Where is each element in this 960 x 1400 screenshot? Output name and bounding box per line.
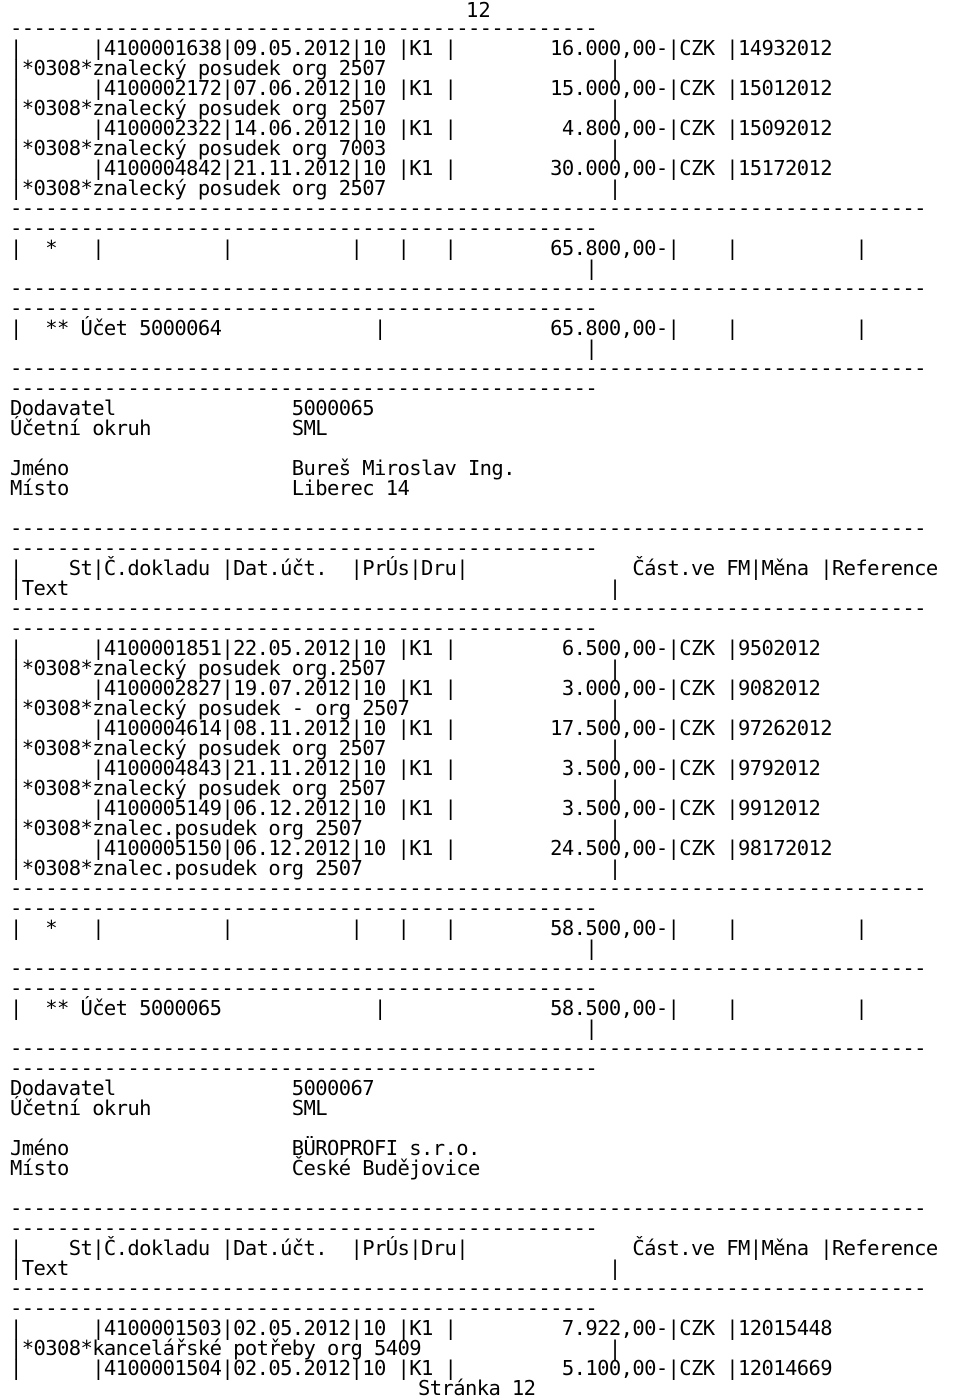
report-line: Jméno Bureš Miroslav Ing. [10,456,515,480]
report-line: | |4100001503|02.05.2012|10 |K1 | 7.922,00-|CZK |12015448 [10,1316,832,1340]
page-number: 12 [466,0,491,22]
report-line: |Text | [10,1256,621,1280]
report-line: -------------------------------------------------- [10,1216,598,1240]
report-line: |*0308*znalecký posudek org 2507 | [10,56,621,80]
report-line: Jméno BÜROPROFI s.r.o. [10,1136,480,1160]
report-line [10,1118,938,1138]
report-line: ------------------------------------------------------------------------------ [10,356,926,380]
report-line: ------------------------------------------------------------------------------ [10,516,926,540]
report-line: -------------------------------------------------- [10,1296,598,1320]
report-line: ------------------------------------------------------------------------------ [10,876,926,900]
report-line: | |4100001851|22.05.2012|10 |K1 | 6.500,00-|CZK |9502012 [10,636,821,660]
report-line: | ** Účet 5000064 | 65.800,00-| | | [10,316,868,340]
report-line: | [10,1016,598,1040]
report-line: | |4100005149|06.12.2012|10 |K1 | 3.500,00-|CZK |9912012 [10,796,821,820]
report-line: | * | | | | | 58.500,00-| | | [10,916,868,940]
report-line: -------------------------------------------------- [10,376,598,400]
report-line: ------------------------------------------------------------------------------ [10,1196,926,1220]
report-line: | |4100004843|21.11.2012|10 |K1 | 3.500,00-|CZK |9792012 [10,756,821,780]
report-line: Místo České Budějovice [10,1156,480,1180]
report-line: |*0308*znalecký posudek - org 2507 | [10,696,621,720]
report-line: | |4100001504|02.05.2012|10 |K1 | 5.100,00-|CZK |12014669 [10,1356,832,1380]
report-line: -------------------------------------------------- [10,16,598,40]
report-line: | |4100004842|21.11.2012|10 |K1 | 30.000,00-|CZK |15172012 [10,156,832,180]
report-line: | |4100002827|19.07.2012|10 |K1 | 3.000,00-|CZK |9082012 [10,676,821,700]
report-line [10,438,938,458]
report-line: |*0308*znalecký posudek org 2507 | [10,776,621,800]
report-line [10,1178,938,1198]
report-line: | [10,256,598,280]
report-line: | ** Účet 5000065 | 58.500,00-| | | [10,996,868,1020]
report-body [10,18,938,1378]
report-line: -------------------------------------------------- [10,896,598,920]
report-line: |*0308*znalec.posudek org 2507 | [10,816,621,840]
report-line: | [10,936,598,960]
report-line: | [10,336,598,360]
report-line: Dodavatel 5000067 [10,1076,375,1100]
report-line: | |4100001638|09.05.2012|10 |K1 | 16.000,00-|CZK |14932012 [10,36,832,60]
report-line [10,498,938,518]
report-line: |*0308*znalecký posudek org 2507 | [10,736,621,760]
report-line: |*0308*kancelářské potřeby org 5409 | [10,1336,621,1360]
report-line: -------------------------------------------------- [10,1056,598,1080]
report-line: ------------------------------------------------------------------------------ [10,196,926,220]
report-line: ------------------------------------------------------------------------------ [10,1276,926,1300]
report-line: -------------------------------------------------- [10,536,598,560]
report-line: ------------------------------------------------------------------------------ [10,596,926,620]
report-line: | * | | | | | 65.800,00-| | | [10,236,868,260]
report-line: |*0308*znalecký posudek org.2507 | [10,656,621,680]
report-line: | |4100004614|08.11.2012|10 |K1 | 17.500,00-|CZK |97262012 [10,716,832,740]
report-line: | St|Č.dokladu |Dat.účt. |PrÚs|Dru| Část.ve FM|Měna |Reference [10,556,938,580]
report-line: | |4100002322|14.06.2012|10 |K1 | 4.800,00-|CZK |15092012 [10,116,832,140]
report-line: Místo Liberec 14 [10,476,410,500]
report-line: |*0308*znalec.posudek org 2507 | [10,856,621,880]
page-footer: Stránka 12 [418,1376,536,1400]
report-line: ------------------------------------------------------------------------------ [10,276,926,300]
report-line: | |4100005150|06.12.2012|10 |K1 | 24.500,00-|CZK |98172012 [10,836,832,860]
report-line: -------------------------------------------------- [10,976,598,1000]
report-line: |*0308*znalecký posudek org 7003 | [10,136,621,160]
report-line: |*0308*znalecký posudek org 2507 | [10,176,621,200]
report-line: -------------------------------------------------- [10,296,598,320]
report-line: |Text | [10,576,621,600]
report-line: ------------------------------------------------------------------------------ [10,1036,926,1060]
report-line: |*0308*znalecký posudek org 2507 | [10,96,621,120]
report-line: Účetní okruh SML [10,416,328,440]
report-line: Účetní okruh SML [10,1096,328,1120]
report-line: | St|Č.dokladu |Dat.účt. |PrÚs|Dru| Část.ve FM|Měna |Reference [10,1236,938,1260]
report-line: -------------------------------------------------- [10,616,598,640]
report-line: ------------------------------------------------------------------------------ [10,956,926,980]
report-line: -------------------------------------------------- [10,216,598,240]
report-line: Dodavatel 5000065 [10,396,375,420]
report-line: | |4100002172|07.06.2012|10 |K1 | 15.000,00-|CZK |15012012 [10,76,832,100]
